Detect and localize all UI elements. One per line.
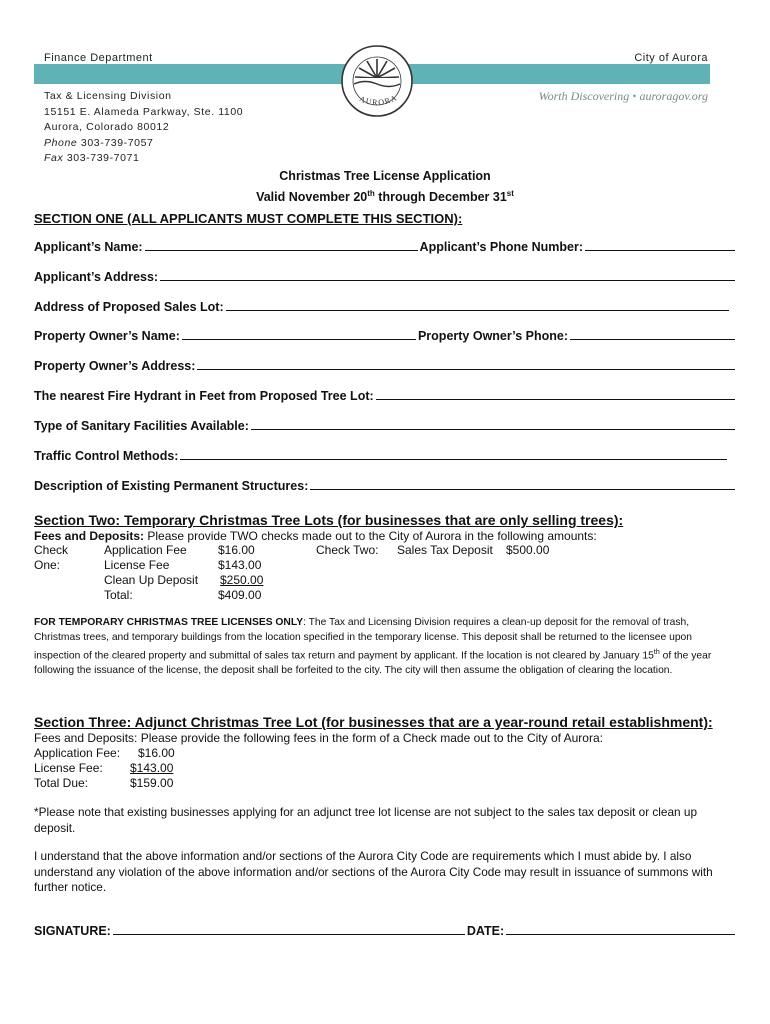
fee-amount: $16.00 — [218, 543, 255, 557]
fee-amount: $409.00 — [218, 588, 262, 602]
department-name: Finance Department — [44, 52, 153, 64]
fee-item: Application Fee: — [34, 746, 121, 760]
structures-row: Description of Existing Permanent Structures: — [34, 479, 737, 493]
owner-address-row: Property Owner’s Address: — [34, 359, 737, 373]
division: Tax & Licensing Division — [44, 90, 172, 102]
check-two-item: Sales Tax Deposit — [397, 543, 493, 557]
applicant-address-row: Applicant’s Address: — [34, 270, 737, 284]
traffic-field[interactable] — [180, 458, 727, 460]
sanitary-field[interactable] — [251, 428, 735, 430]
section-two-fees-text: Fees and Deposits: Please provide TWO checks made out to the City of Aurora in the following amounts: — [34, 529, 597, 543]
date-field[interactable] — [506, 933, 735, 935]
check-two-amount: $500.00 — [506, 543, 550, 557]
signature-row: SIGNATURE: DATE: — [34, 924, 737, 938]
adjunct-note: *Please note that existing businesses applying for an adjunct tree lot license are not subject to the sales tax deposit or clean up deposit. — [34, 805, 697, 835]
tagline: Worth Discovering • auroragov.org — [538, 89, 708, 103]
fax-line: Fax 303-739-7071 — [44, 152, 140, 164]
owner-address-field[interactable] — [197, 368, 735, 370]
fire-hydrant-row: The nearest Fire Hydrant in Feet from Proposed Tree Lot: — [34, 389, 737, 403]
city-state-zip: Aurora, Colorado 80012 — [44, 121, 170, 133]
sales-lot-row: Address of Proposed Sales Lot: — [34, 300, 731, 314]
fee-item: License Fee — [104, 558, 170, 572]
fire-hydrant-field[interactable] — [376, 398, 735, 400]
city-name: City of Aurora — [634, 52, 708, 64]
fee-item: Total: — [104, 588, 133, 602]
applicant-row: Applicant’s Name: Applicant’s Phone Number: — [34, 240, 737, 254]
fee-amount: $16.00 — [138, 746, 175, 760]
phone-line: Phone 303-739-7057 — [44, 136, 154, 149]
owner-name-field[interactable] — [182, 338, 416, 340]
section-one-heading: SECTION ONE (ALL APPLICANTS MUST COMPLETE THIS SECTION): — [34, 211, 463, 226]
aurora-logo — [340, 44, 414, 118]
sanitary-row: Type of Sanitary Facilities Available: — [34, 419, 737, 433]
street-address: 15151 E. Alameda Parkway, Ste. 1100 — [44, 105, 244, 118]
fee-amount: $159.00 — [130, 776, 174, 790]
section-three-fee-table — [34, 746, 234, 792]
fee-item: Total Due: — [34, 776, 89, 790]
fee-item: License Fee: — [34, 761, 103, 775]
applicant-name-field[interactable] — [145, 249, 418, 251]
check-one-label: Check One: — [34, 543, 69, 572]
section-two-heading: Section Two: Temporary Christmas Tree Lots (for businesses that are only selling trees): — [34, 512, 624, 528]
traffic-row: Traffic Control Methods: — [34, 449, 729, 463]
applicant-address-field[interactable] — [160, 279, 735, 281]
structures-field[interactable] — [310, 488, 735, 490]
check-two-label: Check Two: — [316, 543, 379, 557]
applicant-phone-field[interactable] — [585, 249, 735, 251]
fee-amount: $143.00 — [218, 558, 262, 572]
signature-field[interactable] — [113, 933, 465, 935]
temporary-license-notice: FOR TEMPORARY CHRISTMAS TREE LICENSES ONLY: The Tax and Licensing Division requires a clean-up deposit for the removal of trash, Christmas trees, and temporary buildings from the location specified in the temporary license. This deposit shall be returned to the licensee upon inspection of the cleared property and submittal of sales tax return and payment by applicant. If the location is not cleared by January 15th of the year following the issuance of the license, the deposit shall be forfeited to the city. The city will then assume the obligation of clearing the location. — [34, 617, 712, 677]
form-title: Christmas Tree License Application Valid November 20th through December 31st — [256, 169, 514, 205]
fee-amount: $143.00 — [130, 761, 174, 775]
section-three-fees-text: Fees and Deposits: Please provide the following fees in the form of a Check made out to the City of Aurora: — [34, 731, 603, 745]
owner-phone-field[interactable] — [570, 338, 735, 340]
sales-lot-address-field[interactable] — [226, 309, 729, 311]
address-block — [44, 89, 243, 167]
fee-item: Clean Up Deposit — [104, 573, 199, 587]
owner-row: Property Owner’s Name: Property Owner’s Phone: — [34, 329, 737, 343]
section-three-heading: Section Three: Adjunct Christmas Tree Lot (for businesses that are a year-round retail establishment): — [34, 714, 713, 730]
agreement-text: I understand that the above information and/or sections of the Aurora City Code are requirements which I must abide by. I also understand any violation of the above information and/or sections of the Aurora City Code may result in issuance of summons with further notice. — [34, 849, 713, 894]
logo-text: AURORA — [357, 92, 399, 108]
fee-item: Application Fee — [104, 543, 187, 557]
fee-amount: $250.00 — [220, 573, 264, 587]
